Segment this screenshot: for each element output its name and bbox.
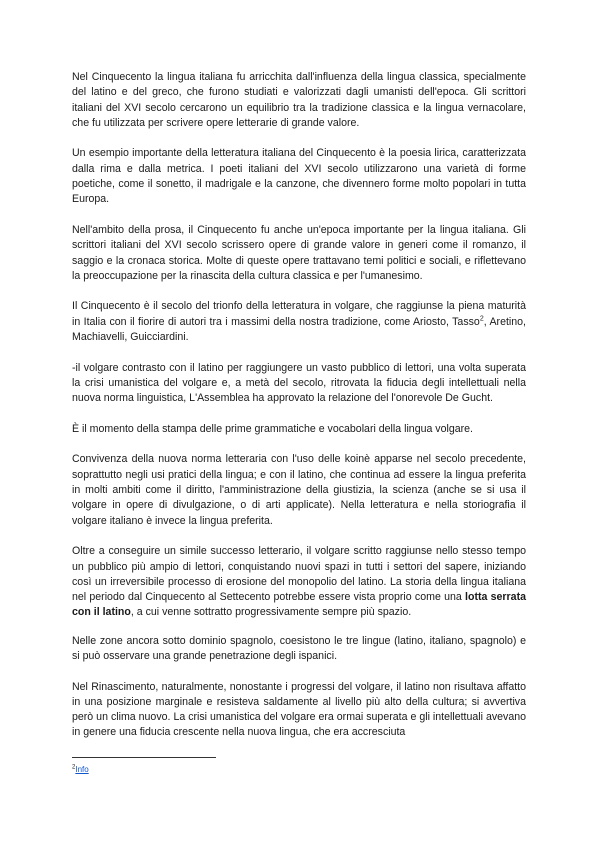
paragraph-8-text: Oltre a conseguire un simile successo letterario, il volgare scritto raggiunse nello stesso tempo un pubblico più ampio di lettori, conquistando nuovi spazi in tutti i settori del sapere, iniziando così un irreversibile processo di erosione del monopolio del latino. La storia della lingua italiana nel periodo dal Cinquecento al Settecento potrebbe essere vista proprio come una [72, 545, 526, 604]
paragraph-9: Nelle zone ancora sotto dominio spagnolo, coesistono le tre lingue (latino, italiano, spagnolo) e si può osservare una grande penetrazione degli ispanici. [72, 634, 526, 662]
paragraph-1: Nel Cinquecento la lingua italiana fu arricchita dall'influenza della lingua classica, specialmente del latino e del greco, che furono studiati e valorizzati dagli umanisti dell'epoca. Gli scrittori italiani del XVI secolo cercarono un equilibrio tra la tradizione classica e la lingua vernacolare, che fu utilizzata per scrivere opere letterarie di grande valore. [72, 71, 526, 129]
paragraph-4-text: Il Cinquecento è il secolo del trionfo della letteratura in volgare, che raggiunse la piena maturità in Italia con il fiorire di autori tra i massimi della nostra tradizione, come Ariosto, Tasso [72, 300, 526, 328]
paragraph-4-tail: , Aretino, Machiavelli, Guicciardini. [72, 315, 526, 344]
footnote-marker: 2 [72, 764, 76, 771]
footnote [72, 765, 89, 775]
paragraph-10: Nel Rinascimento, naturalmente, nonostante i progressi del volgare, il latino non risultava affatto in una posizione marginale e resisteva saldamente al livello più alto della cultura; si avvertiva però un clima nuovo. La crisi umanistica del volgare era ormai superata e gli intellettuali avevano in genere una fiducia crescente nella nuova lingua, che era accresciuta [72, 680, 526, 739]
paragraph-2: Un esempio importante della letteratura italiana del Cinquecento è la poesia lirica, caratterizzata dalla rima e dalla metrica. I poeti italiani del XVI secolo utilizzarono una varietà di forme poetiche, come il sonetto, il madrigale e la canzone, che divennero forme molto popolari in tutta Europa. [72, 147, 526, 206]
paragraph-5: -il volgare contrasto con il latino per raggiungere un vasto pubblico di lettori, una volta superata la crisi umanistica del volgare e, a metà del secolo, ritrovata la fiducia degli intellettuali nella nuova norma linguistica, L'Assemblea ha approvato la relazione del l'onorevole De Gucht. [72, 361, 526, 405]
footnote-divider [72, 757, 216, 758]
paragraph-6: È il momento della stampa delle prime grammatiche e vocabolari della lingua volgare. [72, 422, 474, 435]
paragraph-8 [72, 544, 526, 620]
paragraph-3: Nell'ambito della prosa, il Cinquecento fu anche un'epoca importante per la lingua italiana. Gli scrittori italiani del XVI secolo scrissero opere di grande valore in generi come il romanzo, il saggio e la cronaca storica. Molte di queste opere trattavano temi politici e sociali, e riflettevano la preoccupazione per la rinascita della cultura classica e per l'umanesimo. [72, 223, 526, 282]
paragraph-8-tail: , a cui venne sottratto progressivamente sempre più spazio. [130, 606, 412, 619]
paragraph-7: Convivenza della nuova norma letteraria con l'uso delle koinè apparse nel secolo precedente, soprattutto negli usi pratici della lingua; e con il latino, che continua ad essere la lingua preferita in molti ambiti come il diritto, l'amministrazione della giustizia, la scienza (anche se si usa il volgare in opere di divulgazione, o di arti applicate). Nella letteratura e nella storiografia il volgare italiano è invece la lingua preferita. [72, 453, 526, 527]
document-body [72, 70, 526, 756]
bold-phrase: lotta serrata con il latino [72, 591, 526, 619]
footnote-reference[interactable]: 2 [479, 315, 484, 323]
paragraph-4 [72, 299, 526, 345]
footnote-link[interactable]: Info [75, 765, 89, 774]
